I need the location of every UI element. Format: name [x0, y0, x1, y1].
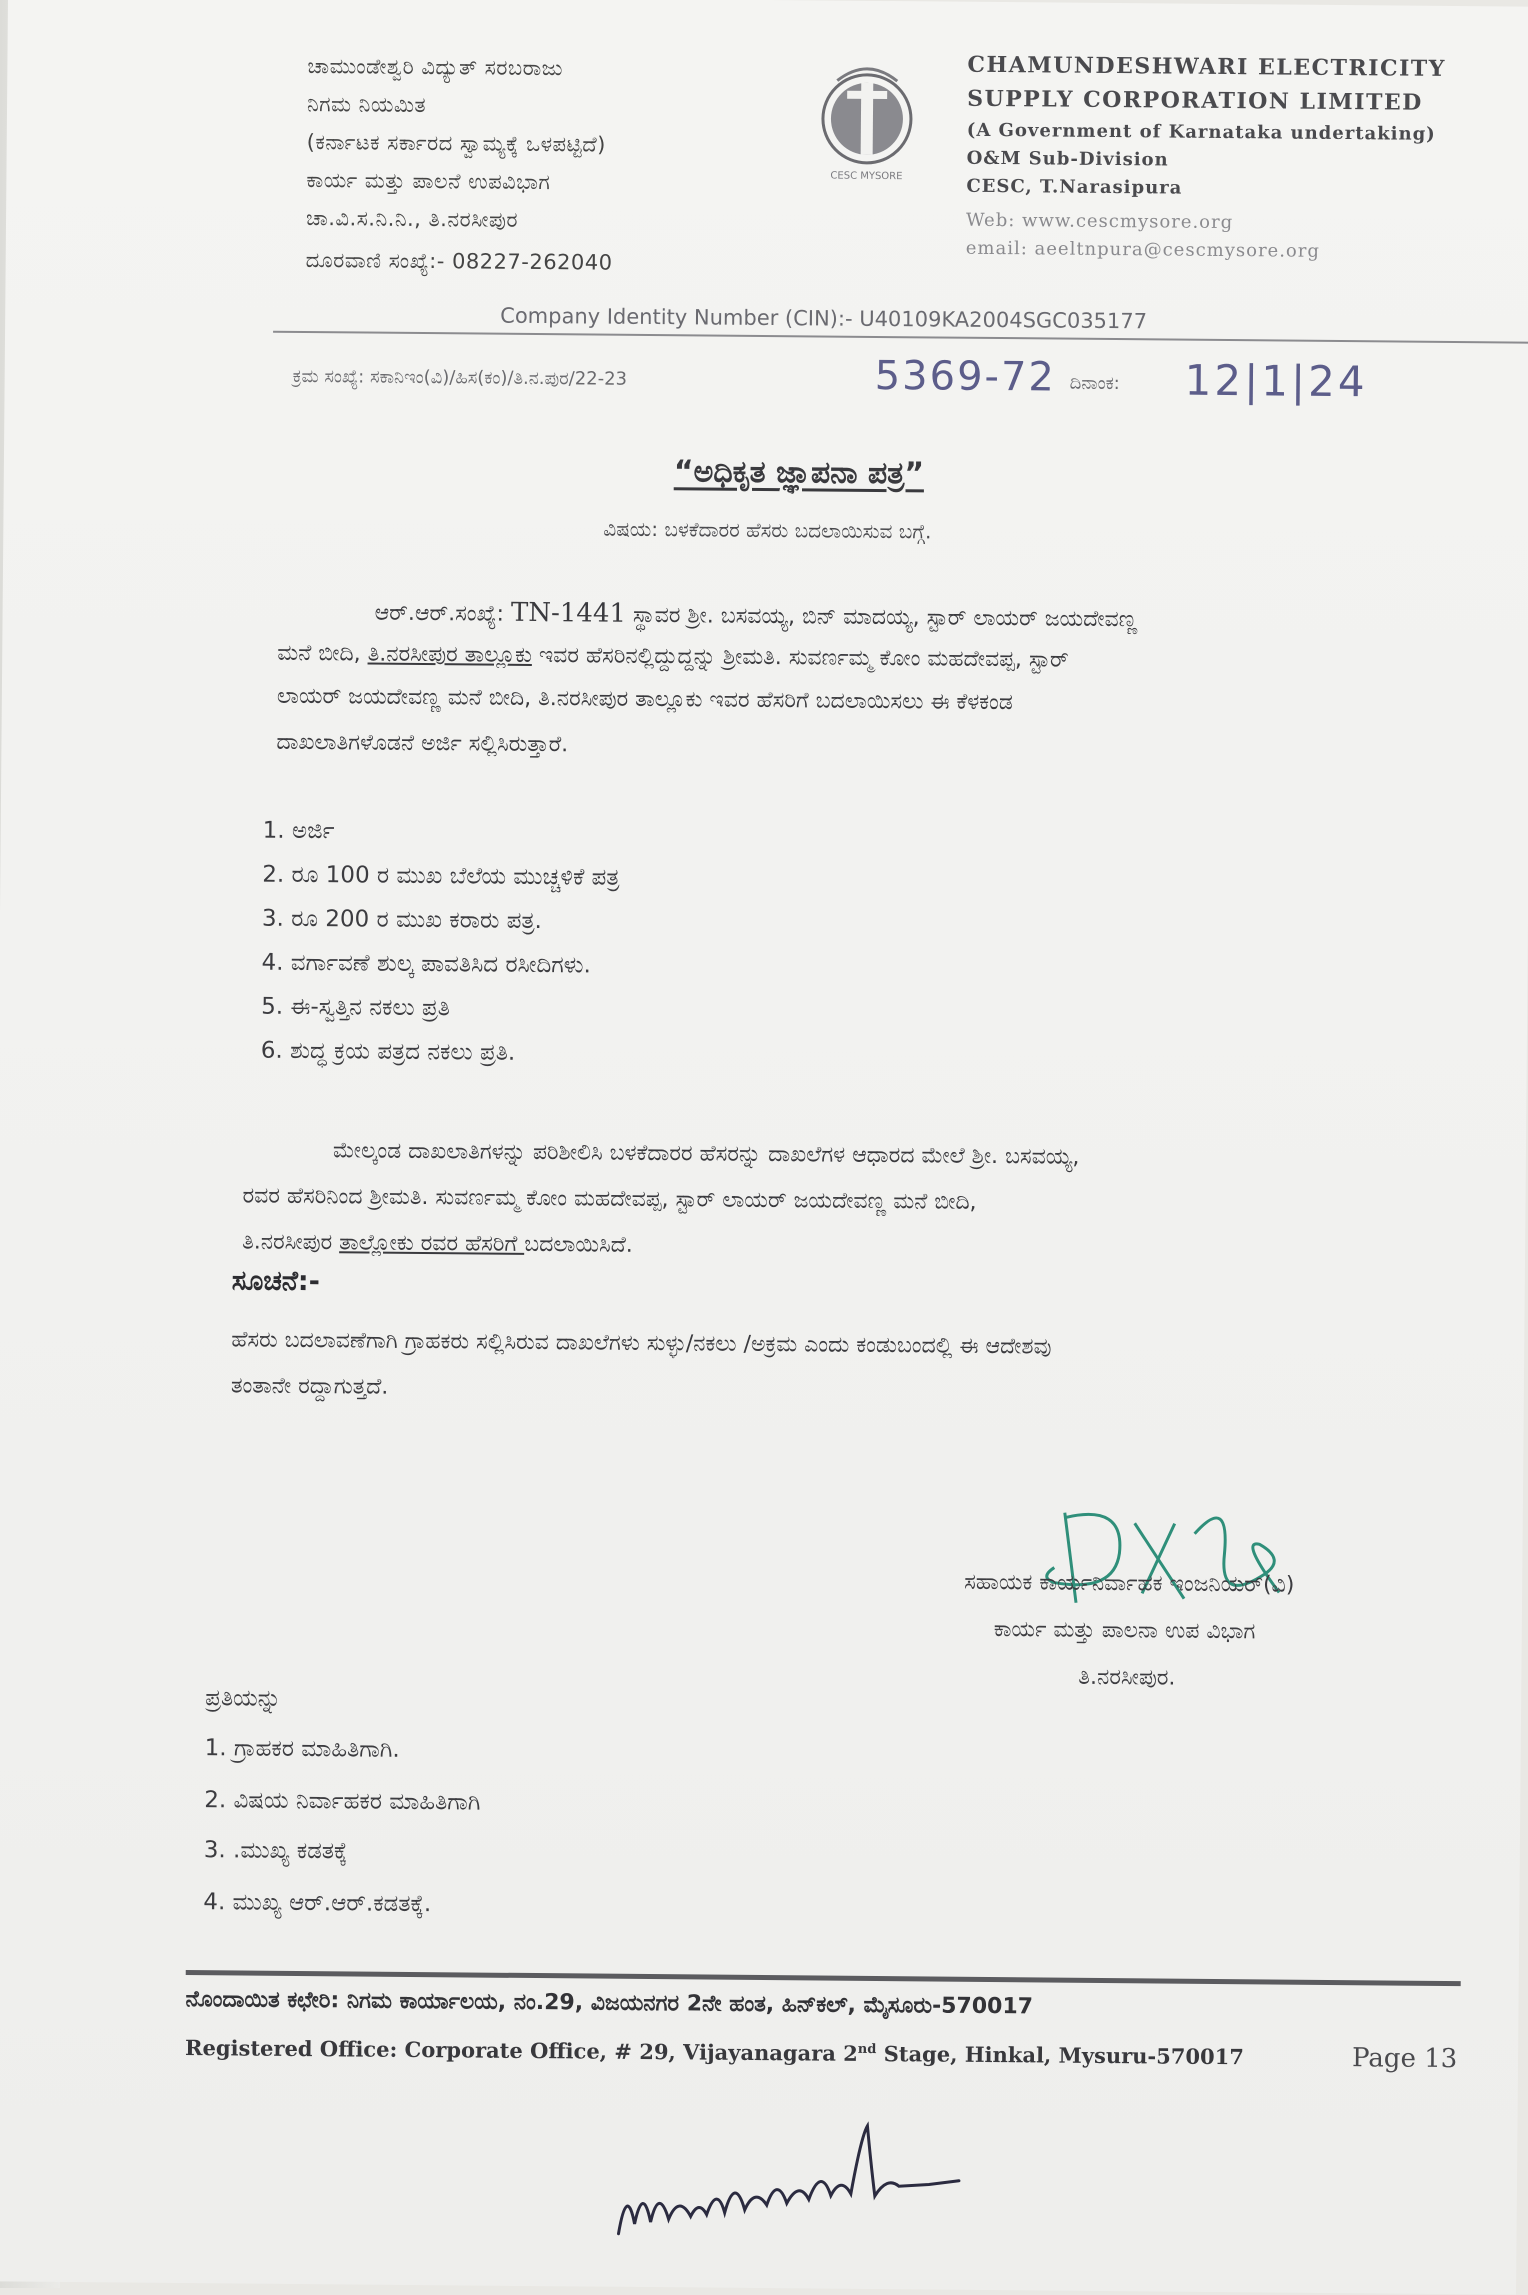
footer-registered-office-en: [185, 2035, 1244, 2069]
para1-line-3: ಲಾಯರ್ ಜಯದೇವಣ್ಣ ಮನೆ ಬೀದಿ, ತಿ.ನರಸೀಪುರ ತಾಲ್ಲೂಕು ಇವರ ಹೆಸರಿಗೆ ಬದಲಾಯಿಸಲು ಈ ಕೆಳಕಂಡ: [276, 683, 1013, 716]
company-cin: Company Identity Number (CIN):- U40109KA2004SGC035177: [500, 303, 1148, 334]
notice-line-2: ತಂತಾನೇ ರದ್ದಾಗುತ್ತದೆ.: [230, 1373, 389, 1400]
document-item-5: 5. ಈ-ಸ್ವತ್ತಿನ ನಕಲು ಪ್ರತಿ: [261, 993, 451, 1022]
document-item-4: 4. ವರ್ಗಾವಣೆ ಶುಲ್ಕ ಪಾವತಿಸಿದ ರಸೀದಿಗಳು.: [261, 949, 591, 979]
header-en-line-4: O&M Sub-Division: [966, 147, 1169, 171]
document-item-3: 3. ರೂ 200 ರ ಮುಖ ಕರಾರು ಪತ್ರ.: [261, 905, 543, 935]
reference-number: 5369-72: [874, 352, 1057, 401]
copy-to-item-1: 1. ಗ್ರಾಹಕರ ಮಾಹಿತಿಗಾಗಿ.: [204, 1735, 400, 1763]
bottom-signature: [598, 2104, 1019, 2268]
date-label: ದಿನಾಂಕ:: [1069, 372, 1120, 395]
footer-divider: [186, 1970, 1461, 1986]
officer-signature: [1024, 1482, 1325, 1625]
logo-text: CESC MYSORE: [830, 170, 903, 183]
footer-en-part-1: Registered Office: Corporate Office, # 29, Vijayanagara 2: [184, 2034, 858, 2066]
document-item-6: 6. ಶುದ್ಧ ಕ್ರಯ ಪತ್ರದ ನಕಲು ಪ್ರತಿ.: [260, 1037, 516, 1066]
copy-to-item-3: 3. .ಮುಖ್ಯ ಕಡತಕ್ಕೆ: [203, 1837, 348, 1865]
cesc-logo: [816, 60, 917, 191]
header-en-line-1: CHAMUNDESHWARI ELECTRICITY: [967, 51, 1447, 82]
signatory-office: ಕಾರ್ಯ ಮತ್ತು ಪಾಲನಾ ಉಪ ವಿಭಾಗ: [993, 1617, 1256, 1645]
memo-title: “ಅಧಿಕೃತ ಜ್ಞಾಪನಾ ಪತ್ರ”: [673, 454, 925, 492]
para2-line-3-a: ತಿ.ನರಸೀಪುರ: [242, 1229, 340, 1256]
header-en-line-2: SUPPLY CORPORATION LIMITED: [967, 85, 1423, 116]
notice-heading: ಸೂಚನೆ:-: [231, 1265, 321, 1298]
document-item-1: 1. ಅರ್ಜಿ: [262, 817, 335, 845]
para2-line-3-b: ಬದಲಾಯಿಸಿದೆ.: [524, 1231, 633, 1258]
para2-line-3-underlined: ತಾಲ್ಲೋಕು ರವರ ಹೆಸರಿಗೆ: [339, 1230, 525, 1257]
footer-en-part-2: Stage, Hinkal, Mysuru-570017: [876, 2041, 1244, 2070]
footer-en-sup: nd: [857, 2041, 877, 2058]
header-kn-line-5: ಚಾ.ವಿ.ಸ.ನಿ.ನಿ., ತಿ.ನರಸೀಪುರ: [305, 205, 519, 232]
header-web: Web: www.cescmysore.org: [965, 209, 1234, 234]
notice-line-1: ಹೆಸರು ಬದಲಾವಣೆಗಾಗಿ ಗ್ರಾಹಕರು ಸಲ್ಲಿಸಿರುವ ದಾಖಲೆಗಳು ಸುಳ್ಳು/ನಕಲು /ಅಕ್ರಮ ಎಂದು ಕಂಡುಬಂದಲ್ಲಿ ಈ ಆದೇಶವು: [231, 1327, 1052, 1360]
header-kn-line-3: (ಕರ್ನಾಟಕ ಸರ್ಕಾರದ ಸ್ವಾಮ್ಯಕ್ಕೆ ಒಳಪಟ್ಟಿದೆ): [306, 129, 606, 157]
footer-registered-office-kn: ನೊಂದಾಯಿತ ಕಛೇರಿ: ನಿಗಮ ಕಾರ್ಯಾಲಯ, ನಂ.29, ವಿಜಯನಗರ 2ನೇ ಹಂತ, ಹಿನ್‌ಕಲ್, ಮೈಸೂರು-570017: [185, 1986, 1034, 2020]
para2-line-1: ಮೇಲ್ಕಂಡ ದಾಖಲಾತಿಗಳನ್ನು ಪರಿಶೀಲಿಸಿ ಬಳಕೆದಾರರ ಹೆಸರನ್ನು ದಾಖಲೆಗಳ ಆಧಾರದ ಮೇಲೆ ಶ್ರೀ. ಬಸವಯ್ಯ,: [332, 1138, 1080, 1170]
para1-line-2-b: ಇವರ ಹೆಸರಿನಲ್ಲಿದ್ದುದ್ದನ್ನು ಶ್ರೀಮತಿ. ಸುವರ್ಣಮ್ಮ ಕೋಂ ಮಹದೇವಪ್ಪ, ಸ್ಟಾರ್: [531, 642, 1069, 673]
para2-line-3: [242, 1229, 633, 1257]
page-number: Page 13: [1351, 2043, 1458, 2075]
rr-label: ಆರ್.ಆರ್.ಸಂಖ್ಯೆ:: [374, 600, 512, 627]
header-email: email: aeeltnpura@cescmysore.org: [965, 237, 1321, 262]
signatory-designation: ಸಹಾಯಕ ಕಾರ್ಯನಿರ್ವಾಹಕ ಇಂಜನಿಯರ್(ವಿ): [964, 1569, 1295, 1598]
document-item-2: 2. ರೂ 100 ರ ಮುಖ ಬೆಲೆಯ ಮುಚ್ಚಳಿಕೆ ಪತ್ರ: [262, 861, 620, 891]
para1-line-2-underlined: ತಿ.ನರಸೀಪುರ ತಾಲ್ಲೂಕು: [367, 641, 533, 668]
para1-line-2-a: ಮನೆ ಬೀದಿ,: [277, 640, 368, 667]
para1-line-2: [277, 641, 1069, 673]
para2-line-2: ರವರ ಹೆಸರಿನಿಂದ ಶ್ರೀಮತಿ. ಸುವರ್ಣಮ್ಮ ಕೋಂ ಮಹದೇವಪ್ಪ, ಸ್ಟಾರ್ ಲಾಯರ್ ಜಯದೇವಣ್ಣ ಮನೆ ಬೀದಿ,: [242, 1183, 977, 1215]
signatory-place: ತಿ.ನರಸೀಪುರ.: [1078, 1664, 1176, 1691]
para1-line-1-rest: ಸ್ಥಾವರ ಶ್ರೀ. ಬಸವಯ್ಯ, ಬಿನ್ ಮಾದಯ್ಯ, ಸ್ಟಾರ್ ಲಾಯರ್ ಜಯದೇವಣ್ಣ: [625, 602, 1138, 633]
para1-line-4: ದಾಖಲಾತಿಗಳೊಡನೆ ಅರ್ಜಿ ಸಲ್ಲಿಸಿರುತ್ತಾರೆ.: [276, 729, 569, 758]
para1-line-1: [375, 597, 1138, 634]
header-kn-line-6: ದೂರವಾಣಿ ಸಂಖ್ಯೆ:- 08227-262040: [305, 247, 613, 275]
header-en-line-5: CESC, T.Narasipura: [966, 175, 1183, 199]
reference-date: 12|1|24: [1184, 355, 1368, 407]
header-kn-line-1: ಚಾಮುಂಡೇಶ್ವರಿ ವಿದ್ಯುತ್ ಸರಬರಾಜು: [307, 53, 564, 81]
header-en-line-3: (A Government of Karnataka undertaking): [966, 119, 1436, 145]
memo-subject: ವಿಷಯ: ಬಳಕೆದಾರರ ಹೆಸರು ಬದಲಾಯಿಸುವ ಬಗ್ಗೆ.: [603, 516, 932, 544]
reference-label: ಕ್ರಮ ಸಂಖ್ಯೆ: ಸಕಾನಿಇಂ(ವಿ)/ಹಿಸ(ಕಂ)/ತಿ.ನ.ಪುರ/22-23: [292, 365, 628, 390]
rr-number: TN-1441: [510, 597, 627, 629]
header-kn-line-2: ನಿಗಮ ನಿಯಮಿತ: [306, 91, 427, 118]
copy-to-item-4: 4. ಮುಖ್ಯ ಆರ್.ಆರ್.ಕಡತಕ್ಕೆ.: [203, 1889, 432, 1918]
copy-to-item-2: 2. ವಿಷಯ ನಿರ್ವಾಹಕರ ಮಾಹಿತಿಗಾಗಿ: [204, 1787, 481, 1816]
header-divider: [273, 331, 1528, 344]
header-kn-line-4: ಕಾರ್ಯ ಮತ್ತು ಪಾಲನೆ ಉಪವಿಭಾಗ: [306, 167, 551, 195]
copy-to-heading: ಪ್ರತಿಯನ್ನು: [205, 1685, 282, 1712]
